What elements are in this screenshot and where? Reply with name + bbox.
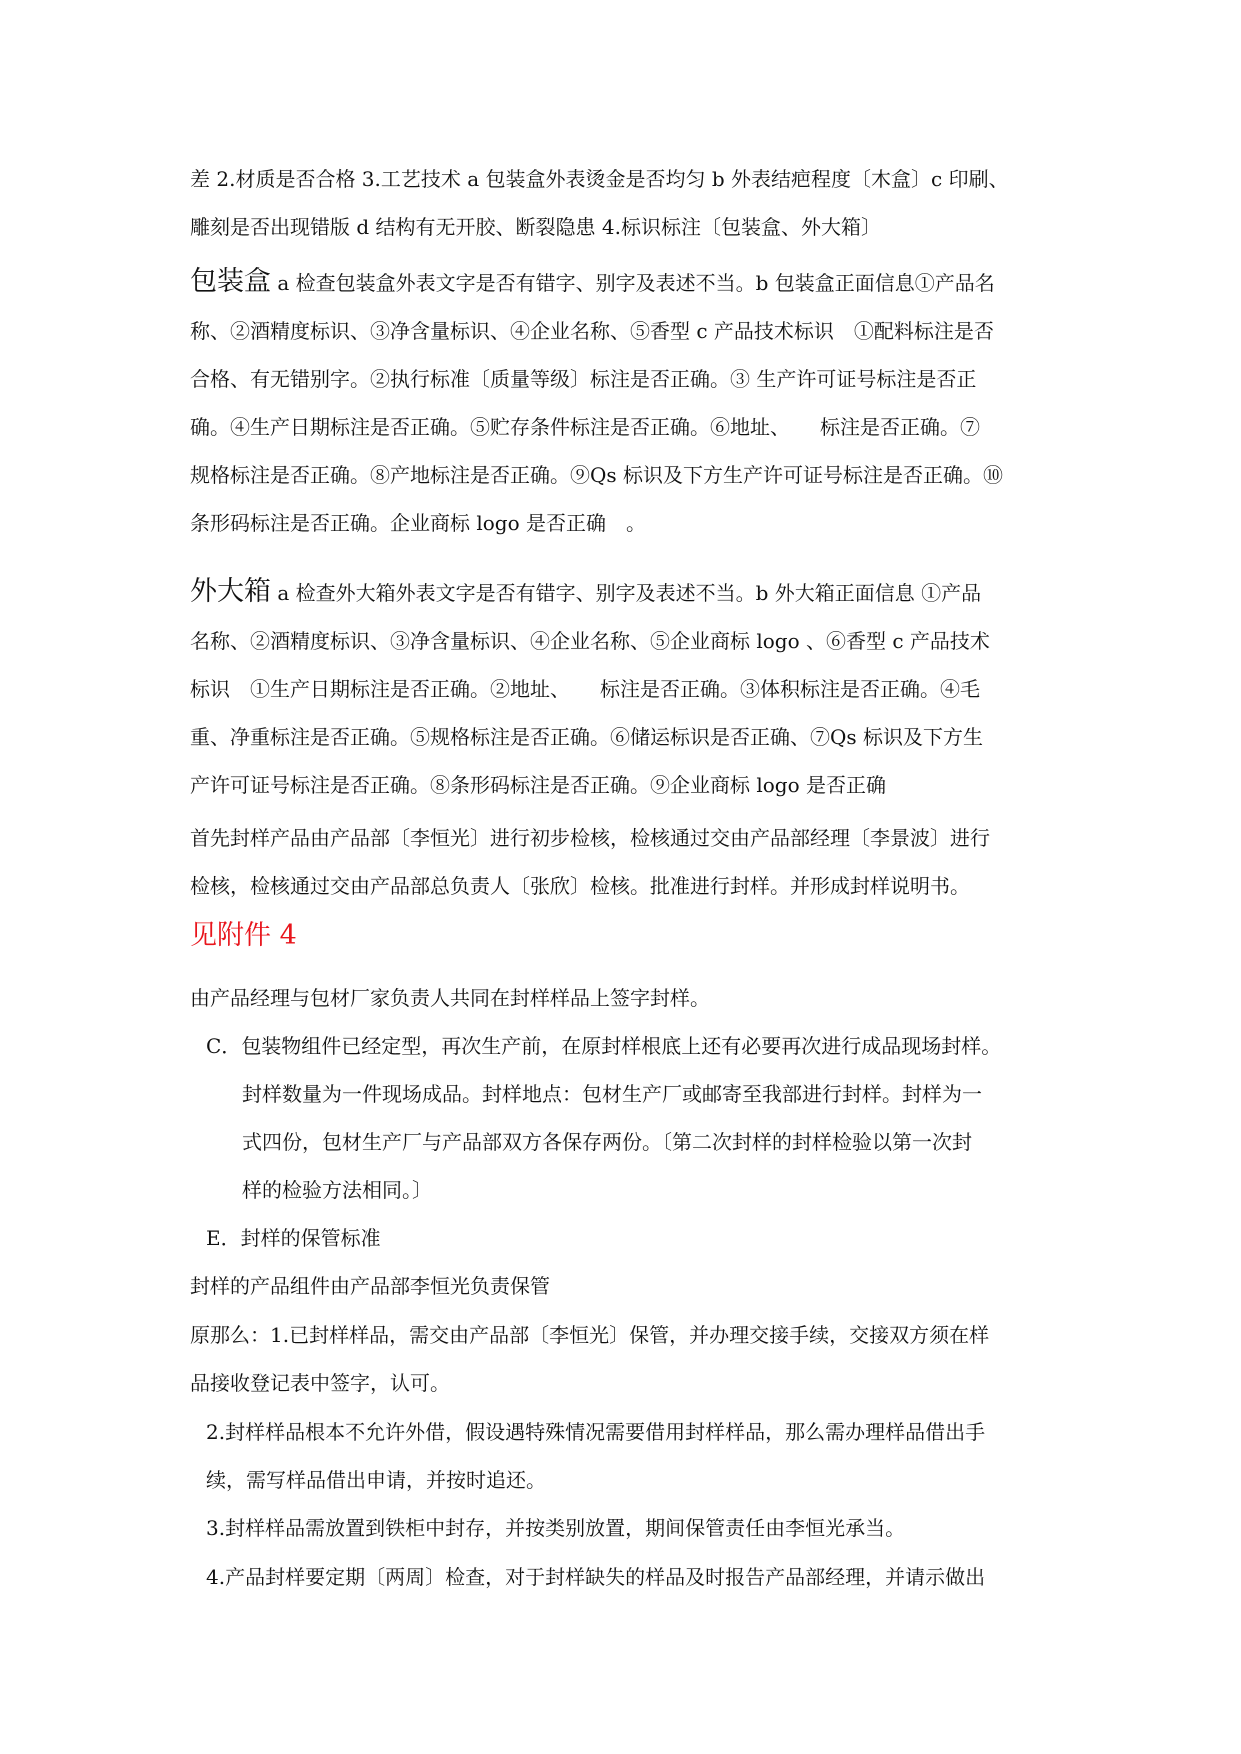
paragraph-principle-1 [190, 1311, 1060, 1407]
paragraph-custodian [190, 1262, 1060, 1310]
text-line [206, 1214, 1060, 1262]
text-span: a 检查包装盒外表文字是否有错字、别字及表述不当。b 包装盒正面信息①产品名 [277, 271, 995, 295]
text-line: 标识 ①生产日期标注是否正确。②地址、 标注是否正确。③体积标注是否正确。④毛 [190, 677, 980, 701]
text-line [206, 1022, 1060, 1070]
text-line: 条形码标注是否正确。企业商标 logo 是否正确 。 [190, 511, 646, 535]
text-span: a 检查外大箱外表文字是否有错字、别字及表述不当。b 外大箱正面信息 ①产品 [277, 581, 982, 605]
section-heading-packaging-box: 包装盒 [190, 266, 271, 297]
text-line: 2.封样样品根本不允许外借，假设遇特殊情况需要借用封样样品，那么需办理样品借出手 [206, 1420, 986, 1444]
list-label: E． [206, 1226, 241, 1250]
text-span: 封样的保管标准 [240, 1226, 381, 1250]
paragraph-packaging-box [190, 258, 1060, 547]
text-line [190, 258, 1060, 307]
text-line [190, 568, 1060, 617]
paragraph-review-process [190, 814, 1060, 910]
text-line: 差 2.材质是否合格 3.工艺技术 a 包装盒外表烫金是否均匀 b 外表结疤程度〔木盒〕c 印刷、 [190, 167, 1009, 191]
text-line: 封样数量为一件现场成品。封样地点：包材生产厂或邮寄至我部进行封样。封样为一 [242, 1082, 982, 1106]
text-line: 由产品经理与包材厂家负责人共同在封样样品上签字封样。 [190, 986, 710, 1010]
text-line: 续，需写样品借出申请，并按时追还。 [206, 1468, 546, 1492]
text-line: 称、②酒精度标识、③净含量标识、④企业名称、⑤香型 c 产品技术标识 ①配料标注是否 [190, 319, 994, 343]
paragraph-principle-4 [206, 1553, 1060, 1601]
text-line: 式四份，包材生产厂与产品部双方各保存两份。〔第二次封样的封样检验以第一次封 [242, 1130, 972, 1154]
text-line: 确。④生产日期标注是否正确。⑤贮存条件标注是否正确。⑥地址、 标注是否正确。⑦ [190, 415, 980, 439]
text-line: 名称、②酒精度标识、③净含量标识、④企业名称、⑤企业商标 logo 、⑥香型 c 产品技术 [190, 629, 990, 653]
text-line: 检核，检核通过交由产品部总负责人〔张欣〕检核。批准进行封样。并形成封样说明书。 [190, 874, 970, 898]
text-line: 规格标注是否正确。⑧产地标注是否正确。⑨Qs 标识及下方生产许可证号标注是否正确。⑩ [190, 463, 1004, 487]
text-line: 原那么：1.已封样样品，需交由产品部〔李恒光〕保管，并办理交接手续，交接双方须在样 [190, 1323, 990, 1347]
text-span: 包装物组件已经定型，再次生产前，在原封样根底上还有必要再次进行成品现场封样。 [241, 1034, 1002, 1058]
text-line: 雕刻是否出现错版 d 结构有无开胶、断裂隐患 4.标识标注〔包装盒、外大箱〕 [190, 215, 881, 239]
paragraph-signing [190, 974, 1060, 1022]
paragraph-outer-carton [190, 568, 1060, 809]
list-item-c [206, 1022, 1060, 1214]
text-line: 样的检验方法相同。〕 [242, 1178, 432, 1202]
text-line: 首先封样产品由产品部〔李恒光〕进行初步检核，检核通过交由产品部经理〔李景波〕进行 [190, 826, 990, 850]
paragraph-principle-2 [206, 1408, 1060, 1504]
text-line: 封样的产品组件由产品部李恒光负责保管 [190, 1274, 550, 1298]
paragraph-principle-3 [206, 1504, 1060, 1552]
attachment-reference [190, 912, 1060, 960]
paragraph-quality-items [190, 155, 1060, 251]
section-heading-outer-carton: 外大箱 [190, 576, 271, 607]
text-line: 产许可证号标注是否正确。⑧条形码标注是否正确。⑨企业商标 logo 是否正确 [190, 773, 886, 797]
text-line: 品接收登记表中签字，认可。 [190, 1371, 450, 1395]
attachment-link-text: 见附件 4 [190, 920, 297, 951]
list-label: C． [206, 1034, 242, 1058]
text-line: 重、净重标注是否正确。⑤规格标注是否正确。⑥储运标识是否正确、⑦Qs 标识及下方生 [190, 725, 984, 749]
list-item-e [206, 1214, 1060, 1262]
text-line: 3.封样样品需放置到铁柜中封存，并按类别放置，期间保管责任由李恒光承当。 [206, 1516, 906, 1540]
text-line: 4.产品封样要定期〔两周〕检查，对于封样缺失的样品及时报告产品部经理，并请示做出 [206, 1565, 986, 1589]
text-line: 合格、有无错别字。②执行标准〔质量等级〕标注是否正确。③ 生产许可证号标注是否正 [190, 367, 977, 391]
